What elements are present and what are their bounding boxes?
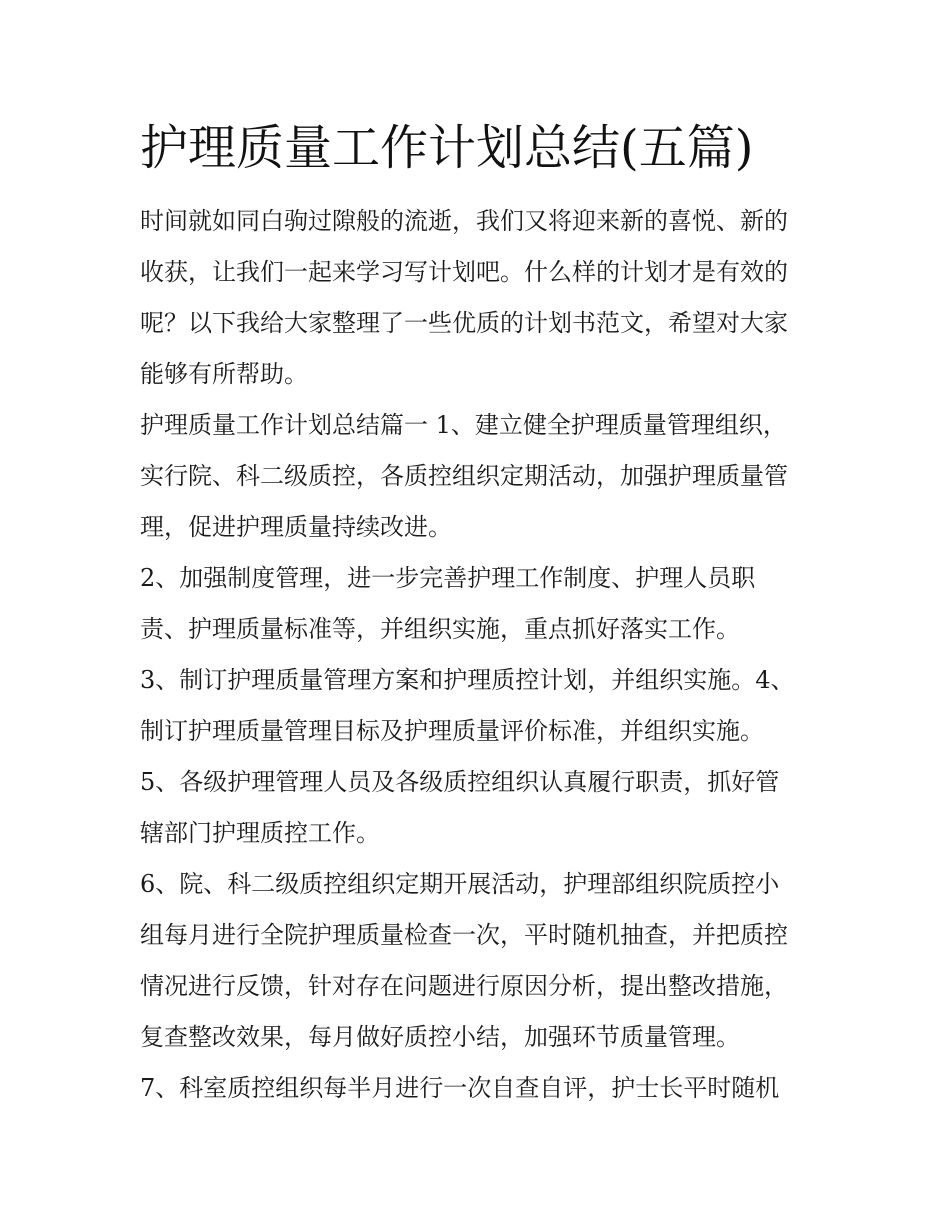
text-line: 护理质量工作计划总结篇一 1、建立健全护理质量管理组织， xyxy=(140,411,787,439)
text-line: 5、各级护理管理人员及各级质控组织认真履行职责，抓好管 xyxy=(140,768,780,796)
text-line: 组每月进行全院护理质量检查一次，平时随机抽查，并把质控 xyxy=(140,921,788,949)
text-line: 实行院、科二级质控，各质控组织定期活动，加强护理质量管 xyxy=(140,462,788,490)
text-line: 时间就如同白驹过隙般的流逝，我们又将迎来新的喜悦、新的 xyxy=(140,207,788,235)
page-title: 护理质量工作计划总结(五篇) xyxy=(140,120,754,176)
text-line: 能够有所帮助。 xyxy=(140,360,308,388)
text-line: 责、护理质量标准等，并组织实施，重点抓好落实工作。 xyxy=(140,615,740,643)
text-line: 辖部门护理质控工作。 xyxy=(140,819,380,847)
text-line: 3、制订护理质量管理方案和护理质控计划，并组织实施。4、 xyxy=(140,666,795,694)
text-line: 制订护理质量管理目标及护理质量评价标准，并组织实施。 xyxy=(140,717,764,745)
text-line: 收获，让我们一起来学习写计划吧。什么样的计划才是有效的 xyxy=(140,258,788,286)
text-line: 呢？以下我给大家整理了一些优质的计划书范文，希望对大家 xyxy=(140,309,788,337)
document-body xyxy=(140,196,820,1114)
text-line: 理，促进护理质量持续改进。 xyxy=(140,513,452,541)
text-line: 7、科室质控组织每半月进行一次自查自评，护士长平时随机 xyxy=(140,1074,780,1102)
text-line: 6、院、科二级质控组织定期开展活动，护理部组织院质控小 xyxy=(140,870,780,898)
text-line: 复查整改效果，每月做好质控小结，加强环节质量管理。 xyxy=(140,1023,740,1051)
text-line: 情况进行反馈，针对存在问题进行原因分析，提出整改措施， xyxy=(140,972,788,1000)
text-line: 2、加强制度管理，进一步完善护理工作制度、护理人员职 xyxy=(140,564,756,592)
